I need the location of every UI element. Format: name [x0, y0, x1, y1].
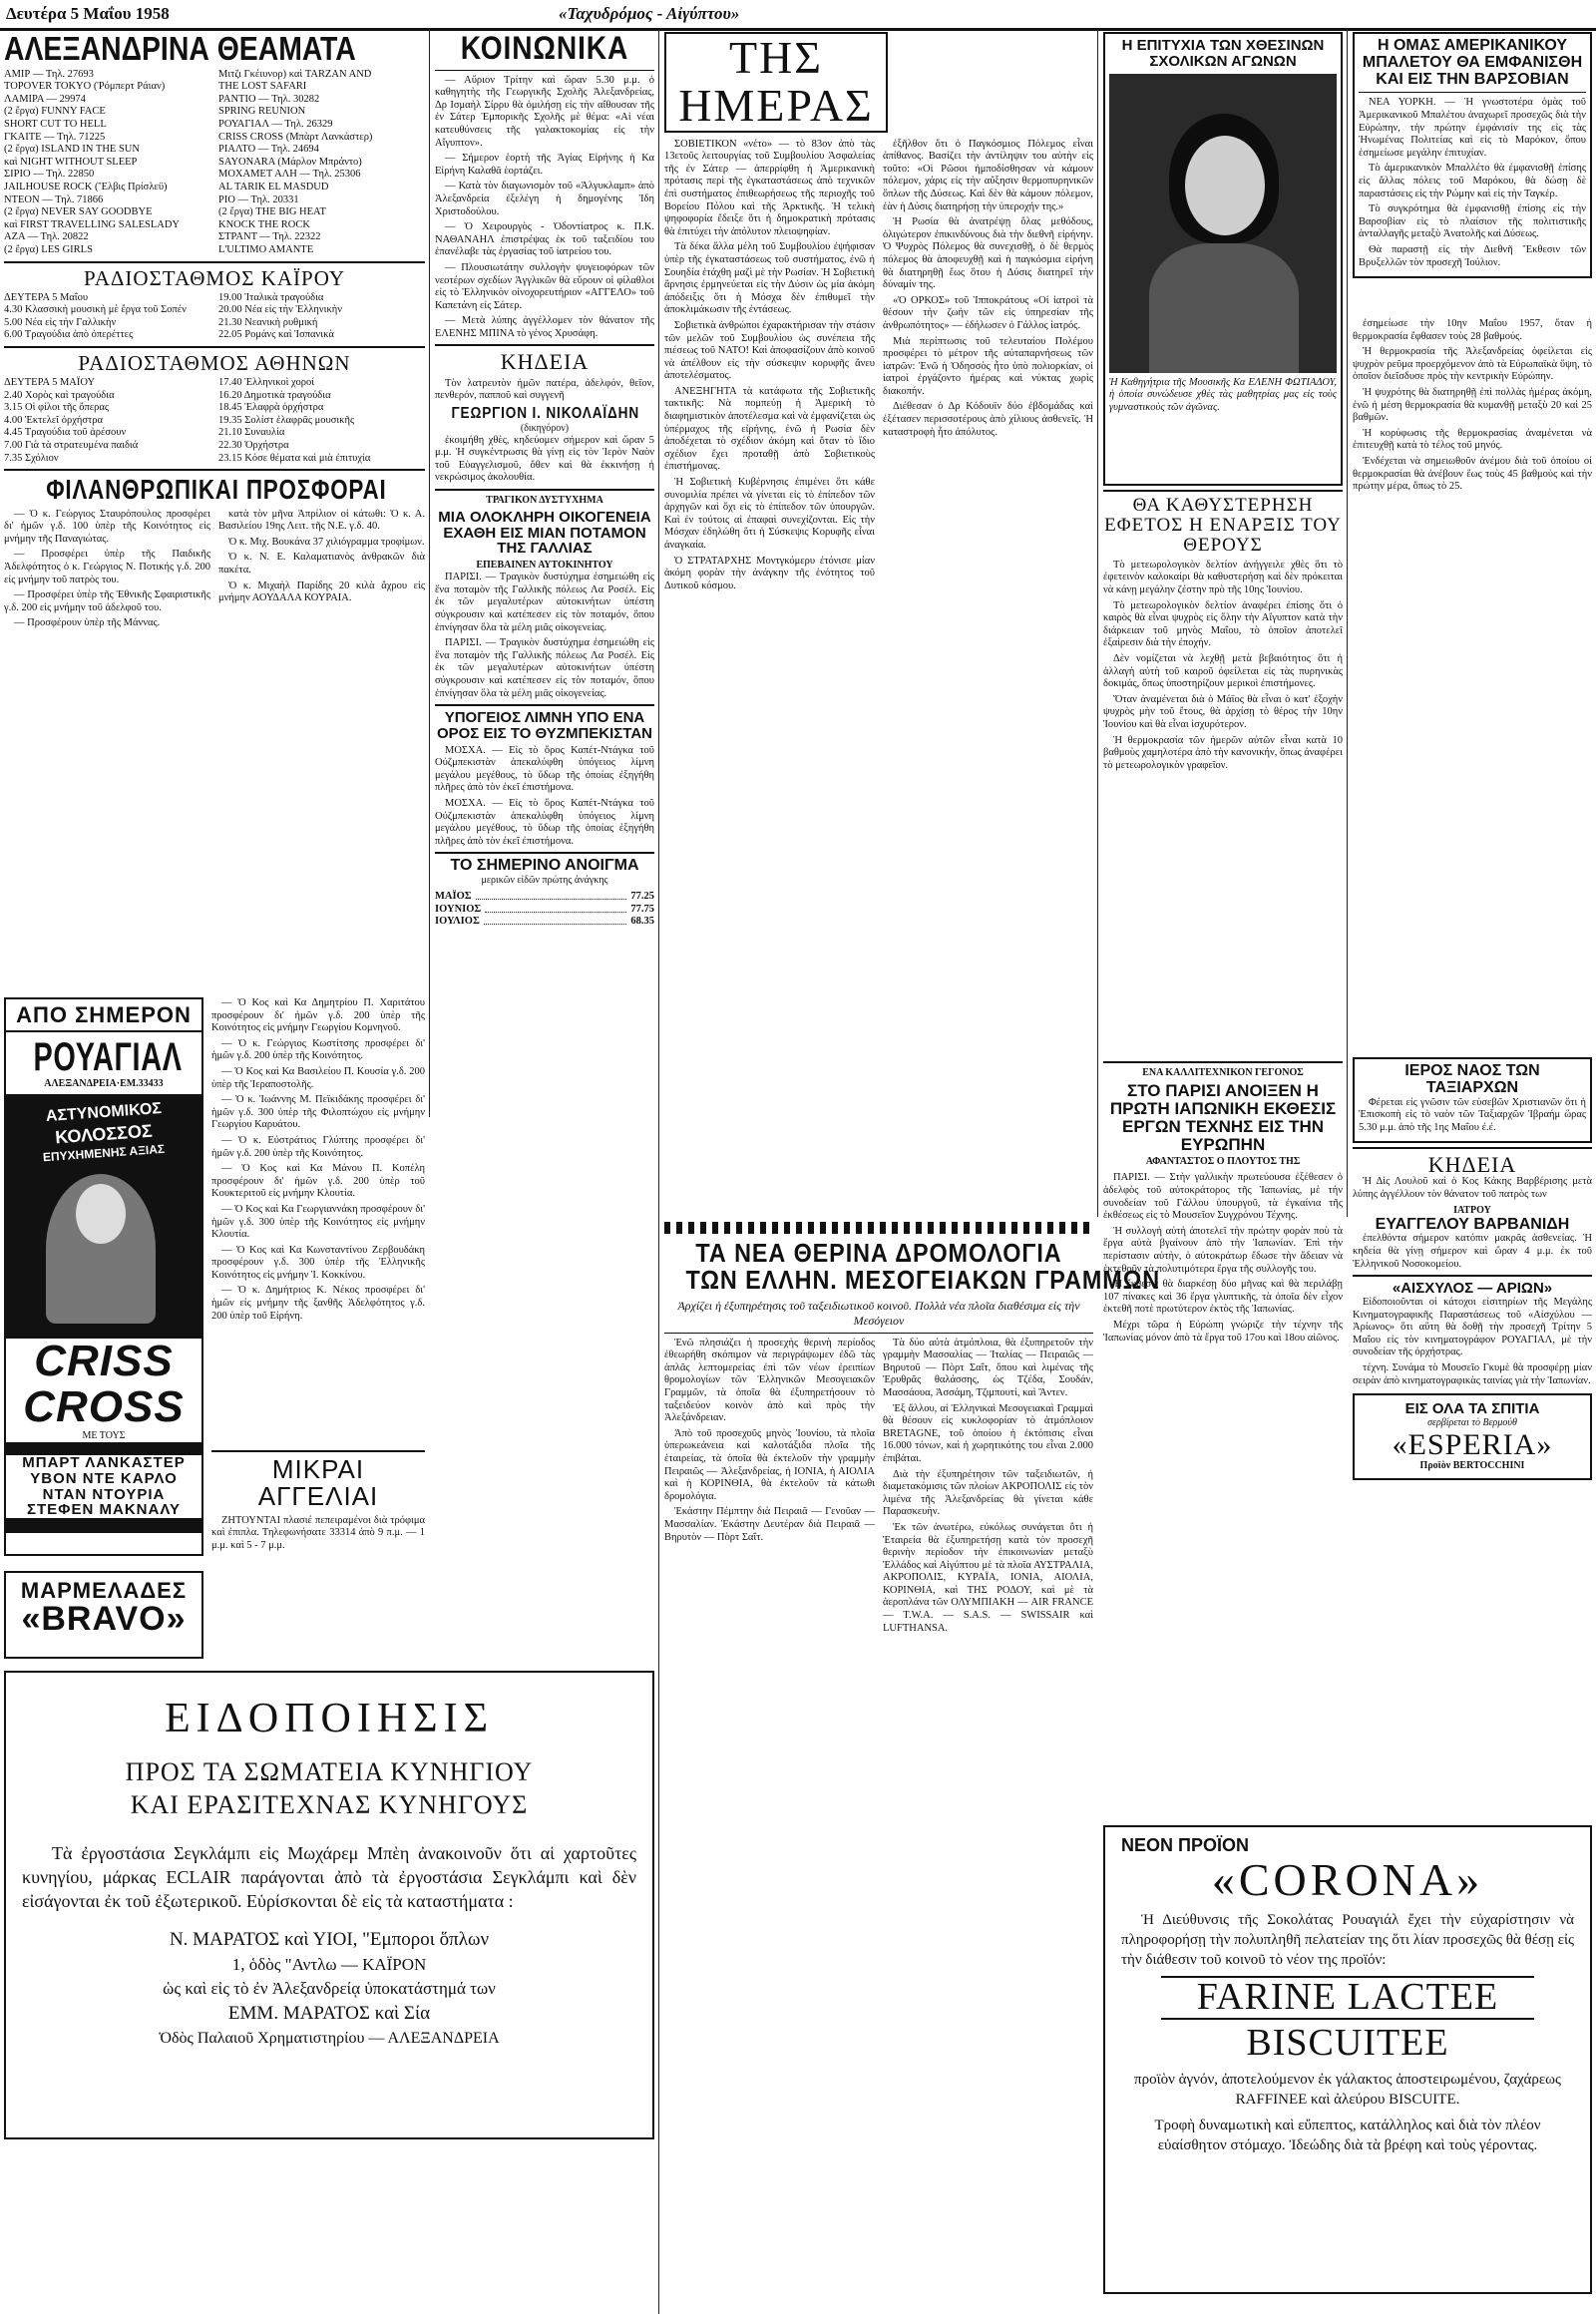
lake-body: ΜΟΣΧΑ. — Εἰς τὸ ὄρος Καπέτ-Ντάγκα τοῦ Οὐζμπεκιστὰν ἀπεκαλύφθη ὑπόγειος λίμνη μεγάλου μεγέθους, τὸ ὕδωρ τῆς ὁποίας ἐξηγήθη πλῆρες ἀπὸ τὸν ἐκεῖ ἐπιστήμονα. [435, 797, 654, 847]
ad-cinema-name: ΡΟΥΑΓΙΑΛ [33, 1035, 183, 1080]
radio-cairo-schedule-right: 19.00 Ἰταλικὰ τραγούδια 20.00 Νέα εἰς τὴν Ἑλληνικὴν 21.30 Νεανικὴ ρυθμική 22.05 Ρομάνς καὶ Ἰσπανικὰ [218, 291, 343, 341]
esperia-headline: ΕΙΣ ΟΛΑ ΤΑ ΣΠΙΤΙΑ [1404, 1400, 1540, 1418]
aischylos-text: τέχνη. Συνάμα τὸ Μουσεῖο Γκυμὲ θὰ προσφέρῃ μίαν σειρὰν ἀπὸ κινηματογραφικὰς ταινίας γιὰ τὴν Ἰαπωνίαν. [1353, 1361, 1592, 1386]
photo-caption: Ἡ Καθηγήτρια τῆς Μουσικῆς Κα ΕΛΕΝΗ ΦΩΤΙΑΔΟΥ, ἡ ὁποία συνώδευσε χθὲς τὰς μαθητρίας μας εἰς τοὺς γυμναστικοὺς τῶν ἀγῶνας. [1109, 376, 1337, 413]
column-rule [1347, 30, 1348, 1217]
column-social [435, 32, 654, 2316]
radio-cairo-schedule-left: ΔΕΥΤΕΡΑ 5 Μαΐου 4.30 Κλασσικὴ μουσικὴ μὲ ἔργα τοῦ Σοπέν 5.00 Νέα εἰς τὴν Γαλλικὴν 6.00 Τραγούδια ἀπὸ ὀπερέττες [4, 291, 187, 341]
summer-paragraph: Τὸ μετεωρολογικὸν δελτίον ἀναφέρει ἐπίσης ὅτι ὁ καιρὸς θὰ εἶναι ψυχρὸς εἰς ὅλην τὴν Αἴγυπτον κατὰ τὴν διάρκειαν τοῦ μηνὸς Μαΐου, τὸ ὁποῖον ἀποτελεῖ ἐξαίρεσιν διὰ τὴν ἐποχήν. [1103, 599, 1343, 649]
of-the-day-paragraph: Ἡ Ρωσία θὰ ἀνατρέψῃ ὅλας μεθόδους, ὀλιγώτερον ἐπικινδύνους διὰ τὴν διεθνῆ εἰρήνην. Ὁ Ψυχρὸς Πόλεμος θὰ συνεχισθῇ, ὁ δὲ θερμὸς πόλεμος θὰ ἀποφευχθῇ καὶ ἡ παγκόσμια εἰρήνη θὰ διατηρηθῇ ἕως ὅτου ἡ Δύσις διατηρεῖ τὴν δύναμίν της. [883, 216, 1093, 291]
church-notice [1353, 1057, 1592, 1143]
notice-address-1: 1, ὁδὸς "Αντλω — ΚΑΪΡΟΝ [231, 1954, 427, 1974]
art-paragraph: ΠΑΡΙΣΙ. — Στὴν γαλλικὴν πρωτεύουσα ἐξέθεσεν ὁ ἀδελφὸς τοῦ αὐτοκράτορος τῆς Ἰαπωνίας, μὲ τὴν συνοδείαν τοῦ Γάλλου ὑπουργοῦ, τὰ ἐγκαίνια τῆς ἐκθέσεως εἰς τὸ Μουσεῖον Συγχρόνου Τέχνης. [1103, 1172, 1343, 1222]
column-rule [1097, 30, 1098, 1217]
tragic-body: ΠΑΡΙΣΙ. — Τραγικὸν δυστύχημα ἐσημειώθη εἰς ἕνα ποταμὸν τῆς Γαλλικῆς πόλεως Λα Ροσέλ. Εἰς ἐκ τῶν μεγαλυτέρων αὐτοκινήτων ὑπέστη σύγκρουσιν καὶ κατέπεσεν εἰς τὸν ποταμόν, ὅπου ἐπνίγησαν ὅλα τὰ μέλη μιᾶς οἰκογενείας. [435, 572, 654, 633]
bravo-label: ΜΑΡΜΕΛΑΔΕΣ [20, 1578, 188, 1603]
notice-subtitle-2: ΚΑΙ ΕΡΑΣΙΤΕΧΝΑΣ ΚΥΝΗΓΟΥΣ [130, 1790, 529, 1820]
of-the-day-paragraph: Τὰ δέκα ἄλλα μέλη τοῦ Συμβουλίου ἐψήφισαν ὑπὲρ τῆς ἐγκαταστάσεως τοῦ συστήματος, ἐνῶ ἡ Σουηδία ἐτάχθη μαζὶ μὲ τὴν Ρωσίαν. Ἡ Σοβιετικὴ ἄρνησις ἐρμηνεύεται εἰς τὴν Δύσιν ὡς μία ἀκόμη ἀπόδειξις ὅτι ἡ Μόσχα δὲν ἐπιθυμεῖ τὴν ἀποκλιμάκωσιν τῆς ἐντάσεως. [664, 241, 875, 316]
masthead [0, 0, 1596, 31]
corona-new-label: ΝΕΟΝ ΠΡΟΪΟΝ [1121, 1835, 1250, 1855]
ballet-paragraph: Θὰ παραστῇ εἰς τὴν Διεθνῆ Ἔκθεσιν τῶν Βρυξελλῶν τὸν προσεχῆ Ἰούλιον. [1359, 243, 1586, 268]
masthead-paper-name: «Ταχυδρόμος - Αἰγύπτου» [559, 4, 740, 23]
ballet-article [1353, 32, 1592, 278]
of-the-day-paragraph: Σοβιετικὰ ἀνθρώποι ἐχαρακτήρισαν τὴν στάσιν τῶν μελῶν τοῦ Συμβουλίου ὡς συνέπεια τῆς πιέσεως τοῦ ΝΑΤΟ! Καὶ ἀποφασίζουν ἀπὸ κοινοῦ νὰ ἀπέλθουν εἰς τὴν σύσκεψιν κορυφῆς ἄνευ ἀποτελέσματος. [664, 319, 875, 382]
weather-paragraph: Ἐνδέχεται νὰ σημειωθοῦν ἀνέμου διὰ τοῦ ὁποίου οἱ θερμοκρασίαι θὰ ἀνέβουν ἕως τοὺς 45 βαθμοὺς καὶ τὴν πρώτην μέρα, ὅπως τὸ 25. [1353, 456, 1592, 493]
lake-headline: ΥΠΟΓΕΙΟΣ ΛΙΜΝΗ ΥΠΟ ΕΝΑ ΟΡΟΣ ΕΙΣ ΤΟ ΘΥΖΜΠΕΚΙΣΤΑΝ [436, 709, 653, 742]
corona-intro: Ἡ Διεύθυνσις τῆς Σοκολάτας Ρουαγιάλ ἔχει τὴν εὐχαρίστησιν νὰ πληροφορήσῃ τὴν πολυπληθῆ πελατείαν της ὅτι λίαν προσεχῶς θὰ θέσῃ εἰς τὴν διάθεσιν τοῦ κοινοῦ τὸ νέον της προϊόν: [1121, 1912, 1574, 1969]
esperia-producer: Προϊὸν BERTOCCHINI [1419, 1460, 1525, 1472]
donation-paragraph: — Ὁ κ. Ἰωάννης Μ. Πεϊκιδάκης προσφέρει δι' ἡμῶν γ.δ. 300 ὑπὲρ τῆς Φιλοπτώχου εἰς μνήμην Γεωργίου Καρυάτου. [211, 1094, 425, 1131]
routes-paragraph: Ἐκάστην Πέμπτην διὰ Πειραιᾶ — Γενοῦαν — Μασσαλίαν. Ἐκάστην Δευτέραν διὰ Πειραιᾶ — Βηρυτὸν — Πὸρτ Σαΐτ. [664, 1506, 875, 1543]
radio-athens-schedule-right: 17.40 Ἑλληνικοὶ χοροί 16.20 Δημοτικὰ τραγούδια 18.45 Ἐλαφρὰ ὀρχήστρα 19.35 Σολίστ ἐλαφρᾶς μουσικῆς 21.10 Συναυλία 22.30 Ὀρχήστρα 23.15 Κόσε θέματα καὶ μιὰ ἐπιτυχία [218, 377, 371, 464]
notice-title: ΕΙΔΟΠΟΙΗΣΙΣ [164, 1696, 495, 1741]
routes-paragraph: Ἐξ ἄλλου, αἱ Ἑλληνικαὶ Μεσογειακαὶ Γραμμαὶ θὰ θέσουν εἰς κυκλοφορίαν τὸ ἀτμόπλοιον BRETAGNE, τοῦ ὁποίου ἡ ἐκτόπισις εἶναι 16.000 τόνων, καὶ ἡ χωρητικότης του εἶναι 2.000 ἐπιβάται. [883, 1402, 1093, 1464]
radio-athens-title: ΡΑΔΙΟΣΤΑΘΜΟΣ ΑΘΗΝΩΝ [78, 350, 351, 375]
art-paragraph: Ἡ ἔκθεσις θὰ διαρκέσῃ δύο μῆνας καὶ θὰ περιλάβῃ 107 πίνακες καὶ 36 ἔργα γλυπτικῆς, τὰ ὁποῖα δὲν εἶχον ἐκτεθῆ ποτὲ πρωτύτερον ἐκτὸς τῆς Ἰαπωνίας. [1103, 1279, 1343, 1316]
cinema-listings-right: Μιτζι Γκέιυνορ) καὶ TARZAN AND THE LOST SAFARI ΡΑΝΤΙΟ — Τηλ. 30282 SPRING REUNION ΡΟΥΑΓΙΑΛ — Τηλ. 26329 CRISS CROSS (Μπὰρτ Λανκάστερ) ΡΙΑΛΤΟ — Τηλ. 24694 SAYONARA (Μάρλον Μπράντο) ΜΟΧΑΜΕΤ ΑΛΗ — Τηλ. 25306 AL TARIK EL MASDUD ΡΙΟ — Τηλ. 20331 (2 ἔργα) THE BIG HEAT KNOCK THE ROCK ΣΤΡΑΝΤ — Τηλ. 22322 L'ULTIMO AMANTE [218, 68, 373, 255]
bravo-brand: «BRAVO» [21, 1600, 187, 1639]
corona-description: προϊὸν ἁγνόν, ἀποτελούμενον ἐκ γάλακτος ἀποστειρωμένου, ζαχάρεως RAFFINEE καὶ ἀλεύρου BISCUITE. [1134, 2072, 1561, 2109]
summer-headline: ΘΑ ΚΑΘΥΣΤΕΡΗΣΗ ΕΦΕΤΟΣ Η ΕΝΑΡΞΙΣ ΤΟΥ ΘΕΡΟΥΣ [1104, 495, 1342, 556]
social-item: — Σήμερον ἑορτὴ τῆς Ἁγίας Εἰρήνης ἡ Κα Εἰρήνη Καλαθᾶ ἑορτάζει. [435, 153, 654, 177]
routes-paragraph: Ἐνῶ πλησιάζει ἡ προσεχὴς θερινὴ περίοδος ἐθεωρήθη σκόπιμον νὰ περιγράψωμεν ἐδῶ τὰς ἁπλᾶς λεπτομερείας ἐπὶ τῶν νέων ἐρειπίων θρομολογίων τῶν Ἑλληνικῶν Μεσογειακῶν Γραμμῶν, τὰ ὁποῖα θὰ ἐξυπηρετήσουν τὸ ταξειδεύον κοινὸν ἀπὸ καὶ πρὸς τὴν Ἀλεξάνδρειαν. [664, 1337, 875, 1424]
poster-cast-panel: ΜΠΑΡΤ ΛΑΝΚΑΣΤΕΡ ΥΒΟΝ ΝΤΕ ΚΑΡΛΟ ΝΤΑΝ ΝΤΟΥΡΙΑ ΣΤΕΦΕΝ ΜΑΚΝΑΛΥ [6, 1455, 201, 1518]
price-row: ΙΟΥΝΙΟΣ 77.75 [435, 903, 654, 915]
school-games-box [1103, 32, 1343, 486]
charity-paragraph: — Προσφέρει ὑπὲρ τῆς Παιδικῆς Ἀδελφότητος ὁ κ. Γεώργιος Ν. Ποτικής γ.δ. 200 εἰς μνήμην τοῦ πατρὸς του. [4, 549, 210, 585]
donation-paragraph: — Ὁ Κος καὶ Κα Δημητρίου Π. Χαριτάτου προσφέρουν δι' ἡμῶν γ.δ. 200 ὑπὲρ τῆς Κοινότητος εἰς μνήμην Γεωργίου Κομνηνοῦ. [211, 997, 425, 1034]
notice-firm-2: ΕΜΜ. ΜΑΡΑΤΟΣ καὶ Σία [227, 2002, 431, 2024]
charity-paragraph: Ὁ κ. Μιχ. Βουκάνα 37 χιλιόγραμμα τροφίμων. [228, 536, 425, 548]
japanese-art-article [1103, 1057, 1343, 1795]
market-price-table [435, 891, 654, 929]
poster-title-panel: CRISS CROSS ΜΕ ΤΟΥΣ [6, 1339, 201, 1442]
charity-title: ΦΙΛΑΝΘΡΩΠΙΚΑΙ ΠΡΟΣΦΟΡΑΙ [46, 474, 387, 506]
weather-paragraph: Ἡ κορύφωσις τῆς θερμοκρασίας ἀναμένεται νὰ ἐπιτευχθῇ κατὰ τὸ τέλος τοῦ μηνός. [1353, 427, 1592, 452]
charity-paragraph: — Προσφέρει ὑπὲρ τῆς Ἐθνικῆς Σφαιριστικῆς γ.δ. 200 εἰς μνήμην τοῦ ἀδελφοῦ του. [4, 589, 210, 613]
column-notices-right [1353, 1057, 1592, 1815]
routes-headline-2: ΤΩΝ ΕΛΛΗΝ. ΜΕΣΟΓΕΙΑΚΩΝ ΓΡΑΜΜΩΝ [685, 1265, 1161, 1296]
of-the-day-paragraph: ΑΝΕΞΗΓΗΤΑ τὰ κατάφωτα τῆς Σοβιετικῆς τακτικῆς: Νὰ πομπεύῃ ἡ Ἀμερικὴ τὸ διαφημιστικὸν ἀποτέλεσμα καὶ νὰ ἐμφανίζεται ὡς ὑπέρμαχος τῆς εἰρήνης, ἐνῶ ἡ Ρωσία δὲν ἀποδέχεται τὸ σχέδιον ἀκόμη καὶ ὅταν τὸ ἴδιο σχέδιον ἔχει προταθῇ ἀπὸ Σοβιετικοὺς ἐπιστήμονας. [664, 385, 875, 473]
funeral-body-2: ἐπελθόντα σήμερον κατόπιν μακρᾶς ἀσθενείας. Ἡ κηδεία θὰ γίνῃ σήμερον καὶ ὥραν 4 μ.μ. ἐκ τοῦ Ἑλληνικοῦ Νοσοκομείου. [1353, 1233, 1592, 1270]
funeral-name-2: ΕΥΑΓΓΕΛΟΥ ΒΑΡΒΑΝΙΔΗ [1375, 1215, 1570, 1233]
church-title: ΙΕΡΟΣ ΝΑΟΣ ΤΩΝ ΤΑΞΙΑΡΧΩΝ [1404, 1062, 1540, 1096]
lake-body: ΜΟΣΧΑ. — Εἰς τὸ ὄρος Καπέτ-Ντάγκα τοῦ Οὐζμπεκιστὰν ἀπεκαλύφθη ὑπόγειος λίμνη μεγάλου μεγέθους, τὸ ὕδωρ τῆς ὁποίας ἐξηγήθη πλῆρες ἀπὸ τὸν ἐκεῖ ἐπιστήμονα. [435, 744, 654, 794]
routes-headline-1: ΤΑ ΝΕΑ ΘΕΡΙΝΑ ΔΡΟΜΟΛΟΓΙΑ [695, 1238, 1062, 1268]
routes-subheadline: Ἀρχίζει ἡ ἐξυπηρέτησις τοῦ ταξειδιωτικοῦ κοινοῦ. Πολλὰ νέα πλοῖα διαθέσιμα εἰς τὴν Μεσόγειον [677, 1298, 1080, 1328]
funeral-role: (δικηγόρον) [520, 422, 570, 434]
of-the-day-paragraph: Διέθεσαν ὁ Δρ Κόδουϊν δύο ἐβδομάδας καὶ ἐξέτασεν περισσοτέρους ἀπὸ χίλιους ἀσθενεῖς. Ἡ καταστροφὴ ἦτο ἀπόλυτος. [883, 401, 1093, 438]
column-donations [211, 997, 425, 1436]
summer-paragraph: Δὲν νομίζεται νὰ λεχθῇ μετὰ βεβαιότητος ὅτι ἡ ἀλλαγὴ αὐτὴ τοῦ καιροῦ ὀφείλεται εἰς τὰς πυρηνικὰς δοκιμάς, ὅπως ὑποστηρίζουν μερικοὶ ἐπιστήμονες. [1103, 652, 1343, 690]
donation-paragraph: — Ὁ Κος καὶ Κα Γεωργιαννάκη προσφέρουν δι' ἡμῶν γ.δ. 300 ὑπὲρ τῆς Κοινότητος εἰς μνήμην Κλουτία. [211, 1203, 425, 1241]
donation-paragraph: — Ὁ Κος καὶ Κα Βασιλείου Π. Κουσία γ.δ. 200 ὑπὲρ τῆς Ἱεραποστολῆς. [211, 1065, 425, 1090]
esperia-subtitle: σερβίρεται τὸ Βερμούθ [1427, 1416, 1517, 1428]
weather-paragraph: Ἡ ψυχρότης θὰ διατηρηθῇ ἐπὶ πολλὰς ἡμέρας ἀκόμη, ἐνῶ ἡ μέση θερμοκρασία θὰ κυμανθῇ μεταξὺ 20 καὶ 25 βαθμῶν. [1353, 387, 1592, 424]
corona-ad [1103, 1825, 1592, 2294]
funeral-role-2: ΙΑΤΡΟΥ [1453, 1204, 1491, 1216]
routes-paragraph: Ἀπὸ τοῦ προσεχοῦς μηνὸς Ἰουνίου, τὰ πλοῖα ὑπερωκεάνεια καὶ καλοτάξιδα πλοῖα τῆς ἑταιρείας, τὰ ὁποῖα θὰ ἐκτελοῦν τὴν γραμμὴν Πειραιῶς — Ἀλεξανδρείας, ἡ ΙΟΝΙΑ, ἡ ΑΙΟΛΙΑ καὶ ἡ ΚΟΡΙΝΘΙΑ, θὰ ἐκτελοῦν τὰ κάτωθι δρομολόγια. [664, 1427, 875, 1502]
aischylos-text: Εἰδοποιοῦνται οἱ κάτοχοι εἰσιτηρίων τῆς Μεγάλης Κινηματογραφικῆς Παραστάσεως τοῦ «Αἰσχύλου — Ἀρίωνος» ὅτι αὕτη θὰ δοθῇ τὴν προσεχῆ Τρίτην 5 Μαΐου εἰς τὸν κινηματογράφον ΡΟΥΑΓΙΑΛ, μὲ τὴν συνοδείαν τῆς ὀρχήστρας. [1353, 1296, 1592, 1358]
poster-face [76, 1184, 126, 1244]
ballet-paragraph: ΝΕΑ ΥΟΡΚΗ. — Ἡ γνωστοτέρα ὁμὰς τοῦ Ἀμερικανικοῦ Μπαλέτου ἀναχωρεῖ προσεχῶς διὰ τὴν Εὐρώπην, τὴν πρώτην ἐμφάνισίν της εἰς τὰς Ἡνωμένας Πολιτείας καὶ εἰς τὸ Μαρόκον, ὅπου ἐσημείωσε μεγάλην ἐπιτυχίαν. [1359, 97, 1586, 159]
radio-cairo-title: ΡΑΔΙΟΣΤΑΘΜΟΣ ΚΑΪΡΟΥ [83, 265, 346, 290]
donation-paragraph: — Ὁ κ. Εὐστράτιος Γλύπτης προσφέρει δι' ἡμῶν γ.δ. 200 ὑπὲρ τῆς Κοινότητος. [211, 1134, 425, 1159]
market-opening-subtitle: μερικῶν εἰδῶν πρώτης ἀνάγκης [481, 875, 608, 887]
weather-paragraph: ἐσημείωσε τὴν 10ην Μαΐου 1957, ὅταν ἡ θερμοκρασία ἔφθασεν τοὺς 28 βαθμούς. [1353, 318, 1592, 342]
summer-paragraph: Τὸ μετεωρολογικὸν δελτίον ἀνήγγειλε χθὲς ὅτι τὸ ἐφετεινὸν καλοκαίρι θὰ καθυστερήσῃ καὶ δὲν πρόκειται νὰ κάνῃ μεγάλην ζέστην πρὸ τῆς 10ης Ἰουνίου. [1103, 559, 1343, 595]
weather-paragraph: Ἡ θερμοκρασία τῆς Ἀλεξανδρείας ὀφείλεται εἰς ψυχρὸν ρεῦμα προερχόμενον ἀπὸ τὰ Εὐρωπαϊκὰ ὕψη, τὸ ὁποῖον διεῖσδυσε πρὸς τὴν κεντρικὴν Εὐρώπην. [1353, 346, 1592, 383]
funeral-title-2: ΚΗΔΕΙΑ [1427, 1152, 1517, 1178]
summer-paragraph: Ἡ θερμοκρασία τῶν ἡμερῶν αὐτῶν εἶναι κατὰ 10 βαθμοὺς χαμηλοτέρα ἀπὸ τὴν κανονικήν, ὅπως ἀναφέρει τὸ μετεωρολογικὸν γραφεῖον. [1103, 734, 1343, 771]
ad-cinema-city: ΑΛΕΞΑΝΔΡΕΙΑ·ΕΜ.33433 [44, 1078, 164, 1090]
ballet-headline: Η ΟΜΑΣ ΑΜΕΡΙΚΑΝΙΚΟΥ ΜΠΑΛΕΤΟΥ ΘΑ ΕΜΦΑΝΙΣΘΗ ΚΑΙ ΕΙΣ ΤΗΝ ΒΑΡΣΟΒΙΑΝ [1362, 37, 1583, 88]
funeral-name: ΓΕΩΡΓΙΟΝ Ι. ΝΙΚΟΛΑΪΔΗΝ [451, 404, 639, 422]
tragic-body: ΠΑΡΙΣΙ. — Τραγικὸν δυστύχημα ἐσημειώθη εἰς ἕνα ποταμὸν τῆς Γαλλικῆς πόλεως Λα Ροσέλ. Εἰς ἐκ τῶν μεγαλυτέρων αὐτοκινήτων ὑπέστη σύγκρουσιν καὶ κατέπεσεν εἰς τὸν ποταμόν, ὅπου ἐπνίγησαν ὅλα τὰ μέλη μιᾶς οἰκογενείας. [435, 637, 654, 699]
routes-paragraph: Ἐκ τῶν ἀνωτέρω, εὐκόλως συνάγεται ὅτι ἡ Ἑταιρεία θὰ ἐξυπηρετήσῃ κατὰ τὸν προσεχῆ θερινὴν περίοδον τὴν ἐπικοινωνίαν μεταξὺ Ἑλλάδος καὶ Αἰγύπτου μὲ τὰ πλοῖα ΑΥΣΤΡΑΛΙΑ, ΑΚΡΟΠΟΛΙΣ, ΚΥΡΑΪΑ, ΙΟΝΙΑ, ΑΙΟΛΙΑ, ΚΟΡΙΝΘΙΑ, καὶ ΤΗΣ ΡΟΔΟΥ, καὶ μὲ τὰ ἀεροπλάνα τῶν ΟΛΥΜΠΙΑΚΗ — AIR FRANCE — T.W.A. — S.A.S. — SWISSAIR καὶ LUFTHANSA. [883, 1521, 1093, 1634]
corona-brand: «CORONA» [1211, 1854, 1484, 1905]
of-the-day-paragraph: Μιὰ περίπτωσις τοῦ τελευταίου Πολέμου προσφέρει τὸ μέτρον τῆς αὐταπαρνήσεως τῶν ἰατρῶν: Ἐνῶ ἡ Ὀδησσὸς ἦτο ὑπὸ πολιορκίαν, οἱ ἰατροὶ ἐργάζοντο ἡμέρας καὶ νύκτας χωρὶς διακοπήν. [883, 335, 1093, 397]
tragic-headline: ΜΙΑ ΟΛΟΚΛΗΡΗ ΟΙΚΟΓΕΝΕΙΑ ΕΧΑΘΗ ΕΙΣ ΜΙΑΝ ΠΟΤΑΜΟΝ ΤΗΣ ΓΑΛΛΙΑΣ [438, 508, 651, 558]
funeral-text: Τὸν λατρευτὸν ἡμῶν πατέρα, ἀδελφόν, θεῖον, πενθερόν, παπποῦ καὶ συγγενῆ [435, 377, 654, 402]
film-poster-image: ΑΣΤΥΝΟΜΙΚΟΣ ΚΟΛΟΣΣΟΣ ΕΠΥΧΗΜΕΝΗΣ ΑΞΙΑΣ CRISS CROSS ΜΕ ΤΟΥΣ ΜΠΑΡΤ ΛΑΝΚΑΣΤΕΡ ΥΒΟΝ ΝΤΕ ΚΑΡΛΟ ΝΤΑΝ ΝΤΟΥΡΙΑ ΣΤΕΦΕΝ ΜΑΚΝΑΛΥ [6, 1094, 201, 1533]
ballet-paragraph: Τὸ συγκρότημα θὰ ἐμφανισθῇ ἐπίσης εἰς τὴν Βαρσοβίαν εἰς τὸ πλαίσιον τῆς πολιτιστικῆς ἀνταλλαγῆς μεταξὺ Ἀνατολῆς καὶ Δύσεως. [1359, 203, 1586, 240]
of-the-day-paragraph: Ἡ Σοβιετικὴ Κυβέρνησις ἐπιμένει ὅτι κάθε συνομιλία πρέπει νὰ γίνεται εἰς τὸ ἐπίπεδον τῶν ἀρχηγῶν καὶ ὄχι εἰς τὸ ἐπίπεδον τῶν ὑπουργῶν. Καὶ ἐν τούτοις αἱ ἐπαφαὶ συνεχίζονται. Εἰς τὴν Μόσχαν ἐδηλώθη ὅτι ἡ Σύσκεψις Κορυφῆς εἶναι ἀναγκαία. [664, 477, 875, 551]
donation-paragraph: — Ὁ κ. Δημήτριος Κ. Νέκος προσφέρει δι' ἡμῶν εἰς μνήμην τῆς ξανθῆς Ἀδελφότητος γ.δ. 200 ὑπὲρ τοῦ Εἰρήνη. [211, 1285, 425, 1322]
charity-paragraph: Ὁ κ. Ν. Ε. Καλαματιανὸς ἀνθρακῶν διὰ πακέτα. [218, 552, 425, 576]
funeral-body: ἐκοιμήθη χθὲς, κηδεύομεν σήμερον καὶ ὥραν 5 μ.μ. Ἡ συγκέντρωσις θὰ γίνῃ εἰς τὸν Ἱερὸν Ναὸν τοῦ Εὐαγγελισμοῦ, ὅθεν καὶ θὰ ἐκκινήσῃ ἡ νεκρώσιμος ἀκολουθία. [435, 434, 654, 484]
column-school-weather-art [1103, 32, 1343, 1219]
teacher-portrait-photo [1109, 74, 1337, 373]
donation-paragraph: — Ὁ Κος καὶ Κα Μάνου Π. Κοπέλη προσφέρουν δι' ἡμῶν γ.δ. 200 ὑπὲρ τοῦ Κουκτεριτοῦ εἰς μνήμην Κλουτία. [211, 1163, 425, 1200]
notice-body: Τὰ ἐργοστάσια Σεγκλάμπι εἰς Μωχάρεμ Μπὲη ἀνακοινοῦν ὅτι αἱ χαρτοῦτες κυνηγίου, μάρκας ECLAIR παράγονται ἀπὸ τὰ ἐργοστάσια Σεγκλάμπι καὶ δὲν εἰσάγονται ἐκ τοῦ ἐξωτερικοῦ. Εὑρίσκονται δὲ εἰς τὰ καταστήματα : [22, 1842, 636, 1911]
of-the-day-paragraph: ΣΟΒΙΕΤΙΚΟΝ «νέτο» — τὸ 83ον ἀπὸ τὰς 13ετοῦς λειτουργίας τοῦ Συμβουλίου Ἀσφαλείας τῆς ἐν Σάτερ — ἀπερρίφθη ἡ Ἀμερικανικὴ πρότασις περὶ τῆς ἐγκαταστάσεως ἀπὸ τεχνικῶν ἐπὶ συστήματος ἐπιθεωρήσεως τῆς περιοχῆς τοῦ Βορείου Πόλου καὶ τῆς Ἀρκτικῆς. Ἡ τελικὴ ψηφοφορία ἔδειξε ὅτι ἡ δημοκρατικὴ πρότασις θὰ ἐπιτύχει τὴν ἀπόλυτον πλειοψηφίαν. [664, 138, 875, 237]
notice-subtitle-1: ΠΡΟΣ ΤΑ ΣΩΜΑΤΕΙΑ ΚΥΝΗΓΙΟΥ [125, 1757, 534, 1787]
notice-address-2: ὡς καὶ εἰς τὸ ἐν Ἀλεξανδρείᾳ ὑποκατάστημά των [163, 1978, 496, 1998]
biscuitee-label: BISCUITEE [1246, 2022, 1449, 2065]
donation-paragraph: — Ὁ κ. Γεώργιος Κωστίτσης προσφέρει δι' ἡμῶν γ.δ. 200 ὑπὲρ τῆς Κοινότητος. [211, 1037, 425, 1062]
shipping-routes-article [664, 1238, 1161, 2297]
summer-paragraph: Ὅταν ἀναμένεται διὰ ὁ Μάϊος θὰ εἶναι ὁ κατ' ἐξοχὴν ψυχρὸς μὴν τοῦ ἔτους, θὰ ἀρχίσῃ τὸ θέρος τὴν 10ην Ἰουνίου καὶ θὰ εἶναι ἰσχυρότερον. [1103, 693, 1343, 730]
column-ballet-weather [1353, 32, 1592, 1089]
donation-paragraph: — Ὁ Κος καὶ Κα Κωνσταντίνου Ζερβουδάκη προσφέρουν γ.δ. 300 ὑπὲρ τῆς Ἐλληνικῆς Κοινότητος εἰς μνήμην Ἰ. Κοκκίνου. [211, 1244, 425, 1281]
tragic-subheadline: ΕΠΕΒΑΙΝΕΝ ΑΥΤΟΚΙΝΗΤΟΥ [476, 560, 613, 572]
price-row: ΜΑΪΟΣ 77.25 [435, 891, 654, 903]
art-paragraph: Μέχρι τῶρα ἡ Εὐρώπη γνώριζε τὴν τέχνην τῆς Ἰαπωνίας μόνον ἀπὸ τὰ ἔργα τοῦ 17ου καὶ 18ου αἰῶνος. [1103, 1319, 1343, 1344]
column-rule [429, 30, 430, 1117]
column-of-the-day [664, 32, 1093, 1219]
column-rule [658, 30, 659, 2314]
bravo-ad [4, 1571, 203, 1659]
notice-address-3: Ὁδὸς Παλαιοῦ Χρηματιστηρίου — ΑΛΕΞΑΝΔΡΕΙΑ [159, 2029, 500, 2047]
routes-paragraph: Τὰ δύο αὐτὰ ἀτμόπλοια, θὰ ἐξυπηρετοῦν τὴν γραμμὴν Μασσαλίας — Ἰταλίας — Πειραιῶς — Βηρυτοῦ — Πὸρτ Σαΐτ, ὅπου καὶ λιμένας τῆς Ἐρυθρᾶς θαλάσσης, ὡς Τζέδα, Σουδάν, Μασσάουα, Ἀσσάμη, Τζιμπουτί, καὶ Ἄντεν. [883, 1337, 1093, 1398]
classifieds-title: ΜΙΚΡΑΙ ΑΓΓΕΛΙΑΙ [257, 1454, 379, 1512]
charity-paragraph: κατὰ τὸν μῆνα Ἀπρίλιον οἱ κάτωθι: Ὁ κ. Α. Βασιλείου 19ης Λειτ. τῆς Ν.Ε. γ.δ. 40. [218, 508, 425, 533]
decorative-border [664, 1222, 1093, 1234]
of-the-day-paragraph: «Ὁ ΟΡΚΟΣ» τοῦ Ἱπποκράτους «Οἱ ἰατροὶ τὰ θέσουν τὴν ζωὴν τῶν εἰς ὑπηρεσίαν τῆς ἀνθρωπότητος» — ἐδήλωσεν ὁ Γάλλος ἰατρός. [883, 294, 1093, 331]
social-item: — Πλουσιωτάτην συλλογὴν ψυγειοφόρων τῶν νεοτέρων σχεδίων Ἀγγλικῶν θὰ εὕρουν οἱ φίλαθλοι εἰς τὸ Ἑλληνικὸν οἰνοχορευτήριον «ΑΓΓΕΛΟ» τοῦ Καπετάνη εἰς Σάτερ. [435, 261, 654, 311]
of-the-day-title: ΤΗΣ ΗΜΕΡΑΣ [664, 32, 888, 133]
corona-benefits: Τροφὴ δυναμωτικὴ καὶ εὔπεπτος, κατάλληλος καὶ διὰ τὸν πλέον εὐαίσθητον στόμαχο. Ἰδεώδης διὰ τὰ βρέφη καὶ τοὺς γέροντας. [1154, 2118, 1541, 2154]
funeral-text-2: Ἡ Δὶς Λουλοῦ καὶ ὁ Κος Κάκης Βαρβέρισης μετὰ λύπης ἀγγέλλουν τὸν θάνατον τοῦ πατρὸς των [1353, 1176, 1592, 1201]
school-games-headline: Η ΕΠΙΤΥΧΙΑ ΤΩΝ ΧΘΕΣΙΝΩΝ ΣΧΟΛΙΚΩΝ ΑΓΩΝΩΝ [1121, 37, 1325, 70]
classifieds-block [211, 1446, 425, 1556]
social-item: — Κατὰ τὸν διαγωνισμὸν τοῦ «Ἀλγυκλαμπ» ἀπὸ Ἀλεξανδρεία ἐξελέγη ἡ δημογένης Ἰδη Χριστοδούλου. [435, 181, 654, 217]
aischylos-title: «ΑΙΣΧΥΛΟΣ — ΑΡΙΩΝ» [1392, 1280, 1553, 1298]
esperia-brand: «ESPERIA» [1392, 1427, 1553, 1461]
ad-today-label: ΑΠΟ ΣΗΜΕΡΟΝ [16, 1002, 192, 1027]
royal-cinema-ad [4, 997, 203, 1556]
farine-lactee-label: FARINE LACTEE [1161, 1976, 1534, 2020]
charity-paragraph: Ὁ κ. Μιχαὴλ Παρίδης 20 κιλὰ ἄχρου εἰς μνήμην ΑΟΥΔΑΛΑ ΚΟΥΡΑΙΑ. [218, 579, 425, 604]
charity-paragraph: — Ὁ κ. Γεώργιος Σταυρόπουλος προσφέρει δι' ἡμῶν γ.δ. 100 ὑπὲρ τῆς Κοινότητος εἰς μνήμην τῆς Παναγιώτας. [4, 508, 210, 545]
tragic-label: ΤΡΑΓΙΚΟΝ ΔΥΣΤΥΧΗΜΑ [486, 494, 603, 506]
social-item: — Ὁ Χειρουργὸς - Ὀδοντίατρος κ. Π.Κ. ΝΑΘΑΝΑΗΛ ἐπιστρέψας ἐκ τοῦ ταξειδίου του ἐπανέλαβε τὰς ἐργασίας τοῦ ἰατρείου του. [435, 221, 654, 258]
routes-paragraph: Διὰ τὴν ἐξυπηρέτησιν τῶν ταξειδιωτῶν, ἡ διαμετακόμισις τῶν πλοίων ΑΚΡΟΠΟΛΙΣ εἰς τὸν λιμένα τῆς Ἀλεξανδρείας θὰ γίνεται κάθε Παρασκευὴν. [883, 1468, 1093, 1518]
section-title-entertainment: ΑΛΕΞΑΝΔΡΙΝΑ ΘΕΑΜΑΤΑ [4, 30, 356, 67]
classifieds-text: ΖΗΤΟΥΝΤΑΙ πλασιέ πεπειραμένοι διὰ τρόφιμα καὶ ἐπιπλα. Τηλεφωνήσατε 33314 ἀπὸ 9 π.μ. — 1 μ.μ. καὶ 5 - 7 μ.μ. [211, 1514, 425, 1551]
masthead-date: Δευτέρα 5 Μαΐου 1958 [6, 4, 170, 23]
price-row: ΙΟΥΛΙΟΣ 68.35 [435, 916, 654, 928]
art-subheadline: ΑΦΑΝΤΑΣΤΟΣ Ο ΠΛΟΥΤΟΣ ΤΗΣ [1145, 1156, 1301, 1168]
art-label: ΕΝΑ ΚΑΛΛΙΤΕΧΝΙΚΟΝ ΓΕΓΟΝΟΣ [1142, 1067, 1304, 1078]
cinema-listings-left: ΑΜΙΡ — Τηλ. 27693 TOPOVER TOKYO (Ῥόμπερτ Ράιαν) ΛΑΜΙΡΑ — 29974 (2 ἔργα) FUNNY FACE SHORT CUT TO HELL ΓΚΑΙΤΕ — Τηλ. 71225 (2 ἔργα) ISLAND IN THE SUN καὶ NIGHT WITHOUT SLEEP ΣΙΡΙΟ — Τηλ. 22850 JAILHOUSE ROCK (Ἔλβις Πρίσλεϋ) ΝΤΕΟΝ — Τηλ. 71866 (2 ἔργα) NEVER SAY GOODBYE καὶ FIRST TRAVELLING SALESLADY ΑΖΑ — Τηλ. 20822 (2 ἔργα) LES GIRLS [4, 68, 180, 255]
of-the-day-paragraph: Ὁ ΣΤΡΑΤΑΡΧΗΣ Μοντγκόμερυ ἐτόνισε μίαν ἀκόμη φορὰν τὴν ἀνάγκην τῆς ἑνότητος τοῦ Δυτικοῦ κόσμου. [664, 555, 875, 591]
notice-firm: Ν. ΜΑΡΑΤΟΣ καὶ ΥΙΟΙ, "Εμποροι ὅπλων [169, 1928, 490, 1950]
of-the-day-paragraph: ἐξῆλθον ὅτι ὁ Παγκόσμιος Πόλεμος εἶναι ἀπίθανος. Βασίζει τὴν ἀντίληψιν του αὐτὴν εἰς τοῦτο: «Οἱ Ρῶσοι ἠμποδίσθησαν νὰ κάμουν πόλεμον, χάρις εἰς τὴν αὔξησιν θερμοπυρηνικῶν ὅπλων τῆς Δύσεως. Καὶ δὲν θὰ κάμουν πόλεμον, ἐὰν ἡ Δύσις διατηρήσῃ τὴν ὑπεροχήν της.» [883, 138, 1093, 212]
social-title: ΚΟΙΝΩΝΙΚΑ [460, 30, 629, 66]
art-headline: ΣΤΟ ΠΑΡΙΣΙ ΑΝΟΙΞΕΝ Η ΠΡΩΤΗ ΙΑΠΩΝΙΚΗ ΕΚΘΕΣΙΣ ΕΡΓΩΝ ΤΕΧΝΗΣ ΕΙΣ ΤΗΝ ΕΥΡΩΠΗΝ [1109, 1081, 1337, 1154]
church-text: Φέρεται εἰς γνῶσιν τῶν εὐσεβῶν Χριστιανῶν ὅτι ἡ Ἐπισκοπὴ εἰς τὸ ναὸν τῶν Ταξιαρχῶν Ἰβραήμ ὥρας 5.30 μ.μ. ἀπὸ τῆς 1ης Μαΐου ἐ.ἐ. [1359, 1096, 1586, 1133]
social-item: — Μετὰ λύπης ἀγγέλλομεν τὸν θάνατον τῆς ΕΛΕΝΗΣ ΜΠΙΝΑ τὸ γένος Χρυσάφη. [435, 315, 654, 339]
funeral-title: ΚΗΔΕΙΑ [500, 349, 590, 375]
social-item: — Αὔριον Τρίτην καὶ ὥραν 5.30 μ.μ. ὁ καθηγητὴς τῆς Γεωργικῆς Σχολῆς Ἀλεξανδρείας, Δρ Ισμαὴλ Σίρρυ θὰ ὁμιλήσῃ εἰς τὴν αἴθουσαν τῆς ἐν Σάτερ Ἐμπορικῆς Σχολῆς μὲ θέμα: «Αἱ νέαι κατευθύνσεις τῆς γαλακτοκομίας εἰς τὴν Αἴγυπτον». [435, 74, 654, 149]
esperia-ad [1353, 1393, 1592, 1480]
ballet-paragraph: Τὸ ἀμερικανικὸν Μπαλλέτο θὰ ἐμφανισθῇ ἐπίσης εἰς ἄλλας πόλεις τοῦ Μαρόκου, θὰ δώσῃ δὲ παραστάσεις εἰς τὴν Ρώμην καὶ εἰς τὴν Ταγκέρ. [1359, 163, 1586, 199]
charity-paragraph: — Προσφέρουν ὑπὲρ τῆς Μάννας. [14, 617, 161, 629]
column-entertainment [4, 32, 425, 633]
art-paragraph: Ἡ συλλογὴ αὐτὴ ἀποτελεῖ τὴν πρώτην φορὰν ποὺ τὰ ἔργα αὐτὰ βγαίνουν ἀπὸ τὴν Ἰαπωνίαν. Ἐπὶ τὴν περίστασιν αὐτὴν, ὁ αὐτοκράτωρ ἔδωσε τὴν ἄδειαν νὰ ἐκτεθοῦν τὰ πολυτιμότερα ἔργα τῆς συλλογῆς του. [1103, 1225, 1343, 1275]
market-opening-title: ΤΟ ΣΗΜΕΡΙΝΟ ΑΝΟΙΓΜΑ [450, 857, 639, 875]
radio-athens-schedule-left: ΔΕΥΤΕΡΑ 5 ΜΑΪΟΥ 2.40 Χορὸς καὶ τραγούδια 3.15 Οἱ φίλοι τῆς ὄπερας 4.00 Ἐκτελεῖ ὀρχήστρα 4.45 Τραγούδια τοῦ ἀρέσουν 7.00 Γιὰ τὰ στρατευμένα παιδιά 7.35 Σχόλιον [4, 377, 139, 464]
